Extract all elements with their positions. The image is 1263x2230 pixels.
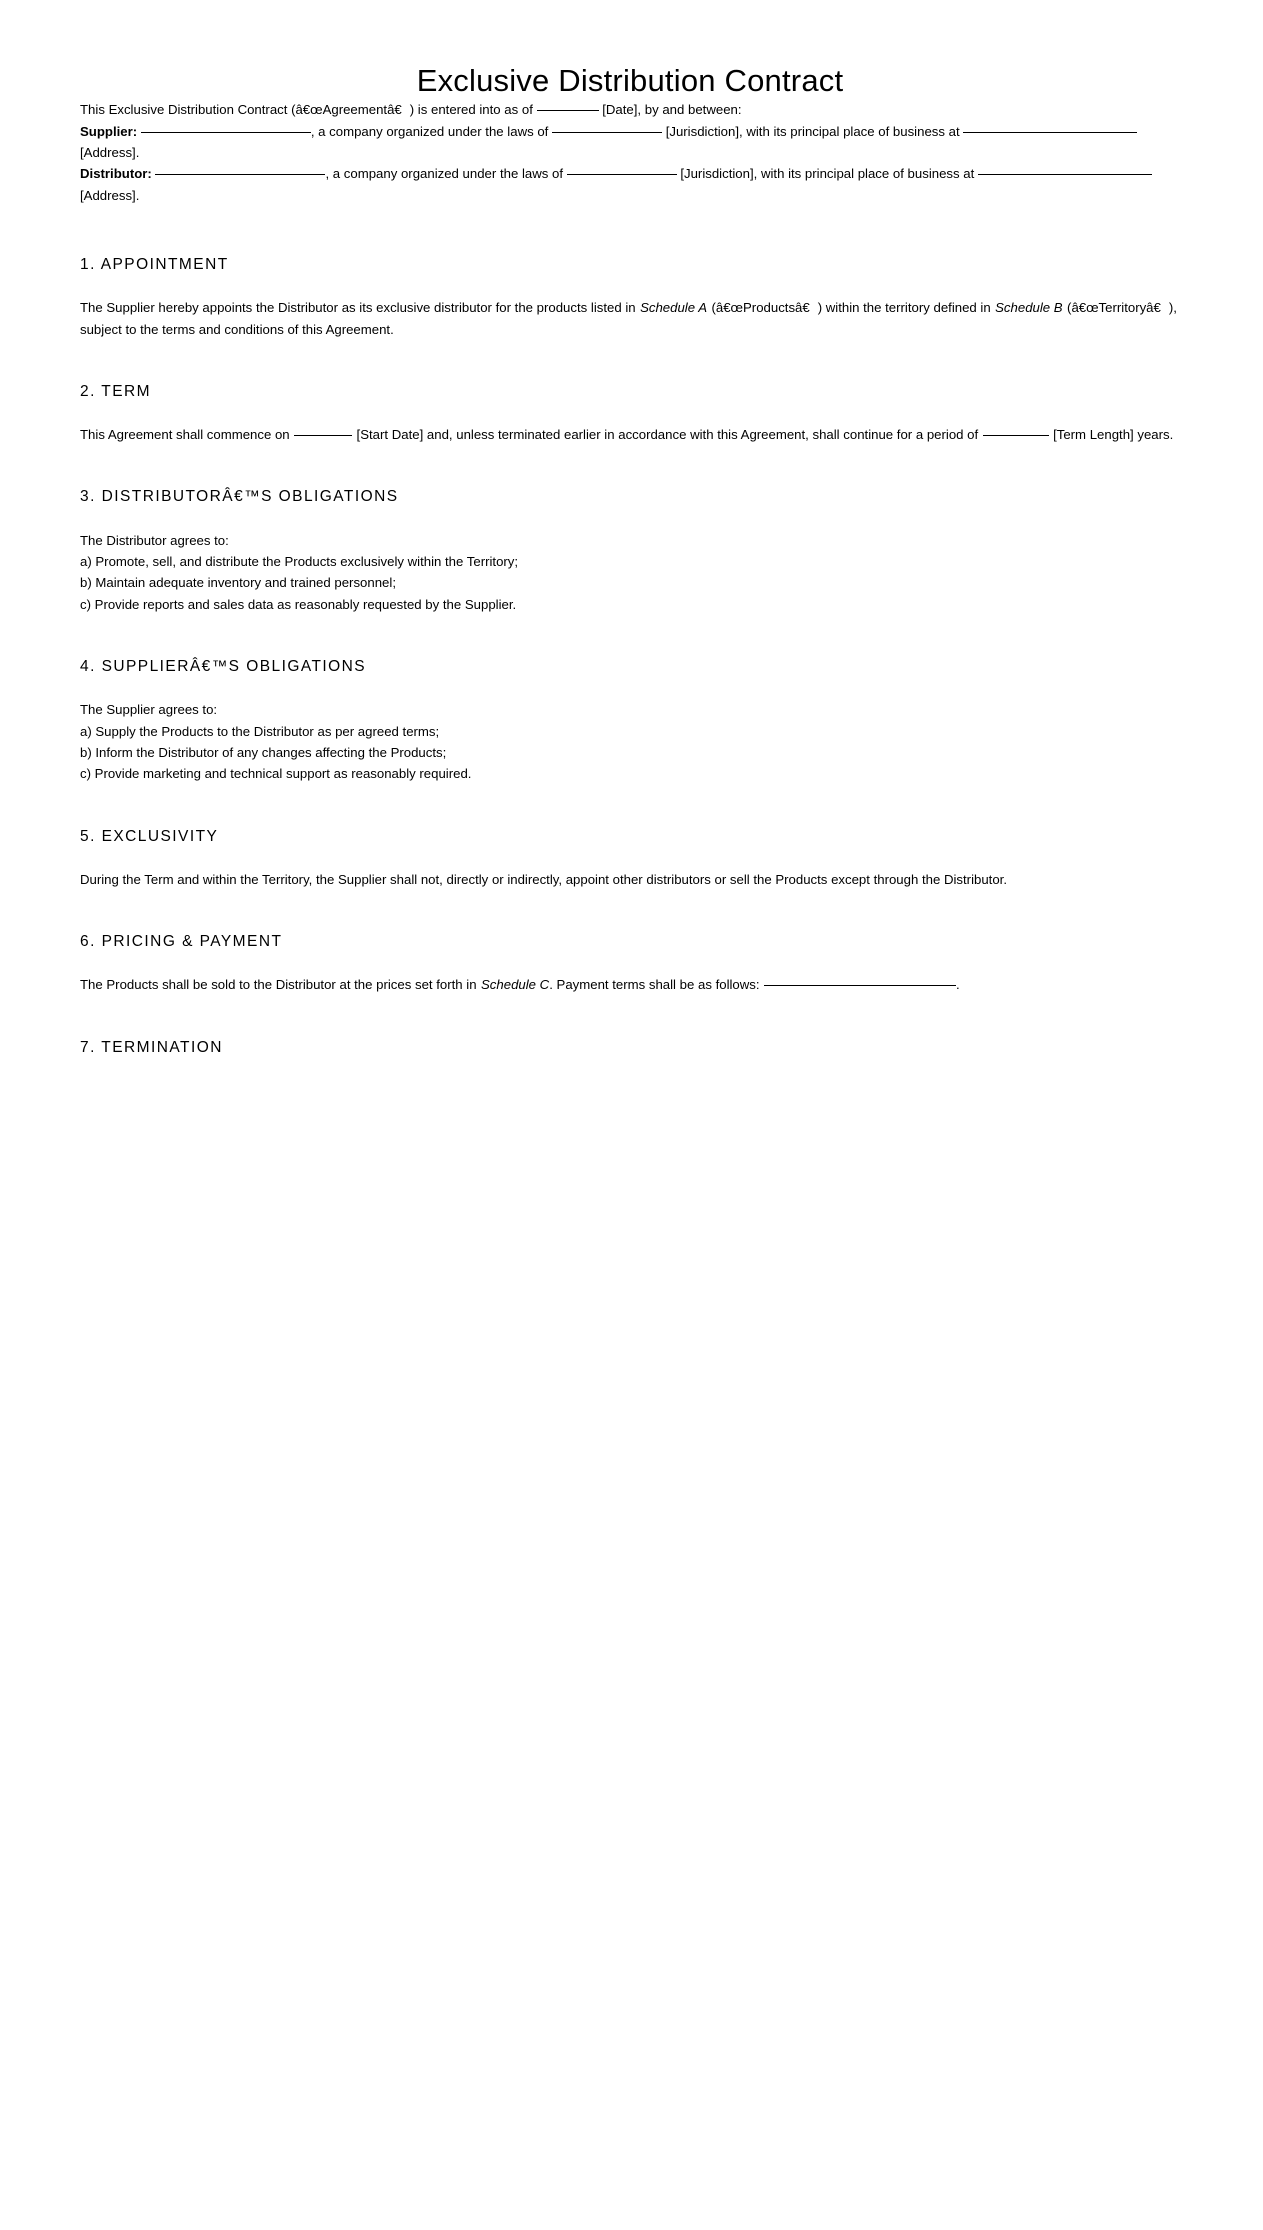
section-heading-5: 5. EXCLUSIVITY xyxy=(80,827,219,845)
list-item: b) Inform the Distributor of any changes affecting the Products; xyxy=(80,745,447,760)
section-heading-7: 7. TERMINATION xyxy=(80,1038,223,1056)
supplier-seg3: [Address]. xyxy=(80,144,140,160)
section-body-4 xyxy=(80,699,1180,785)
section-heading-6: 6. PRICING & PAYMENT xyxy=(80,933,283,951)
intro-paragraph xyxy=(80,99,1180,120)
appointment-text-2: (â€œProductsâ€) within the territory defined in xyxy=(711,300,991,316)
section-pricing-payment xyxy=(80,932,1180,996)
section-heading-2: 2. TERM xyxy=(80,382,152,400)
supplier-intro-line: The Supplier agrees to: xyxy=(80,702,218,718)
list-item: c) Provide reports and sales data as reasonably requested by the Supplier. xyxy=(80,596,517,612)
distributor-name-blank[interactable] xyxy=(155,174,325,175)
section-body-6 xyxy=(80,974,1180,995)
party-supplier xyxy=(80,121,1180,164)
distributor-seg1: , a company organized under the laws of xyxy=(325,166,563,182)
page-title: Exclusive Distribution Contract xyxy=(416,63,844,98)
bottom-spacer xyxy=(80,1058,1180,1118)
schedule-c-ref: Schedule C xyxy=(481,977,550,993)
term-text-3: [Term Length] years. xyxy=(1053,427,1174,443)
list-item: a) Promote, sell, and distribute the Products exclusively within the Territory; xyxy=(80,553,519,569)
list-item: c) Provide marketing and technical support as reasonably required. xyxy=(80,766,472,782)
exclusivity-text: During the Term and within the Territory, the Supplier shall not, directly or indirectly, appoint other distributors or sell the Products except through the Distributor. xyxy=(80,871,1007,887)
date-blank[interactable] xyxy=(537,110,599,111)
section-heading-1: 1. APPOINTMENT xyxy=(80,256,229,274)
start-date-blank[interactable] xyxy=(294,435,352,436)
pricing-text-1: The Products shall be sold to the Distributor at the prices set forth in xyxy=(80,977,477,993)
section-body-1 xyxy=(80,297,1180,340)
section-distributor-obligations xyxy=(80,487,1180,615)
intro-text-after: [Date], by and between: xyxy=(602,102,742,118)
distributor-jurisdiction-blank[interactable] xyxy=(567,174,677,175)
list-item: b) Maintain adequate inventory and trained personnel; xyxy=(80,575,396,591)
party-distributor-label: Distributor: xyxy=(80,166,152,182)
intro-text-before: This Exclusive Distribution Contract (â€œAgreementâ€) is entered into as of xyxy=(80,102,533,118)
distributor-address-blank[interactable] xyxy=(978,174,1152,175)
supplier-seg2: [Jurisdiction], with its principal place of business at xyxy=(665,123,960,139)
section-exclusivity xyxy=(80,827,1180,891)
appointment-text-3: (â€œTerritoryâ€), subject to the terms and conditions of this Agreement. xyxy=(80,300,1177,337)
section-heading-3: 3. DISTRIBUTORÂ€™S OBLIGATIONS xyxy=(80,488,399,506)
supplier-name-blank[interactable] xyxy=(141,132,311,133)
distributor-seg2: [Jurisdiction], with its principal place of business at xyxy=(680,166,975,182)
pricing-text-2: . Payment terms shall be as follows: xyxy=(549,977,760,993)
section-supplier-obligations xyxy=(80,657,1180,785)
appointment-text-1: The Supplier hereby appoints the Distributor as its exclusive distributor for the products listed in xyxy=(80,300,636,316)
section-heading-4: 4. SUPPLIERÂ€™S OBLIGATIONS xyxy=(80,658,367,676)
supplier-address-blank[interactable] xyxy=(963,132,1137,133)
schedule-a-ref: Schedule A xyxy=(640,300,708,316)
section-body-3 xyxy=(80,530,1180,616)
schedule-b-ref: Schedule B xyxy=(995,300,1063,316)
section-appointment xyxy=(80,255,1180,340)
list-item: a) Supply the Products to the Distributor as per agreed terms; xyxy=(80,723,440,739)
payment-terms-blank[interactable] xyxy=(764,985,956,986)
section-body-2 xyxy=(80,424,1180,445)
section-termination xyxy=(80,1038,1180,1058)
term-length-blank[interactable] xyxy=(983,435,1049,436)
party-distributor xyxy=(80,163,1180,206)
section-body-5 xyxy=(80,869,1180,890)
section-term xyxy=(80,382,1180,446)
supplier-jurisdiction-blank[interactable] xyxy=(552,132,662,133)
term-text-1: This Agreement shall commence on xyxy=(80,427,290,443)
party-supplier-label: Supplier: xyxy=(80,123,138,139)
distributor-intro-line: The Distributor agrees to: xyxy=(80,532,229,548)
term-text-2: [Start Date] and, unless terminated earlier in accordance with this Agreement, shall continue for a period of xyxy=(356,427,979,443)
distributor-seg3: [Address]. xyxy=(80,187,140,203)
supplier-seg1: , a company organized under the laws of xyxy=(310,123,549,139)
pricing-text-3: . xyxy=(956,977,960,993)
